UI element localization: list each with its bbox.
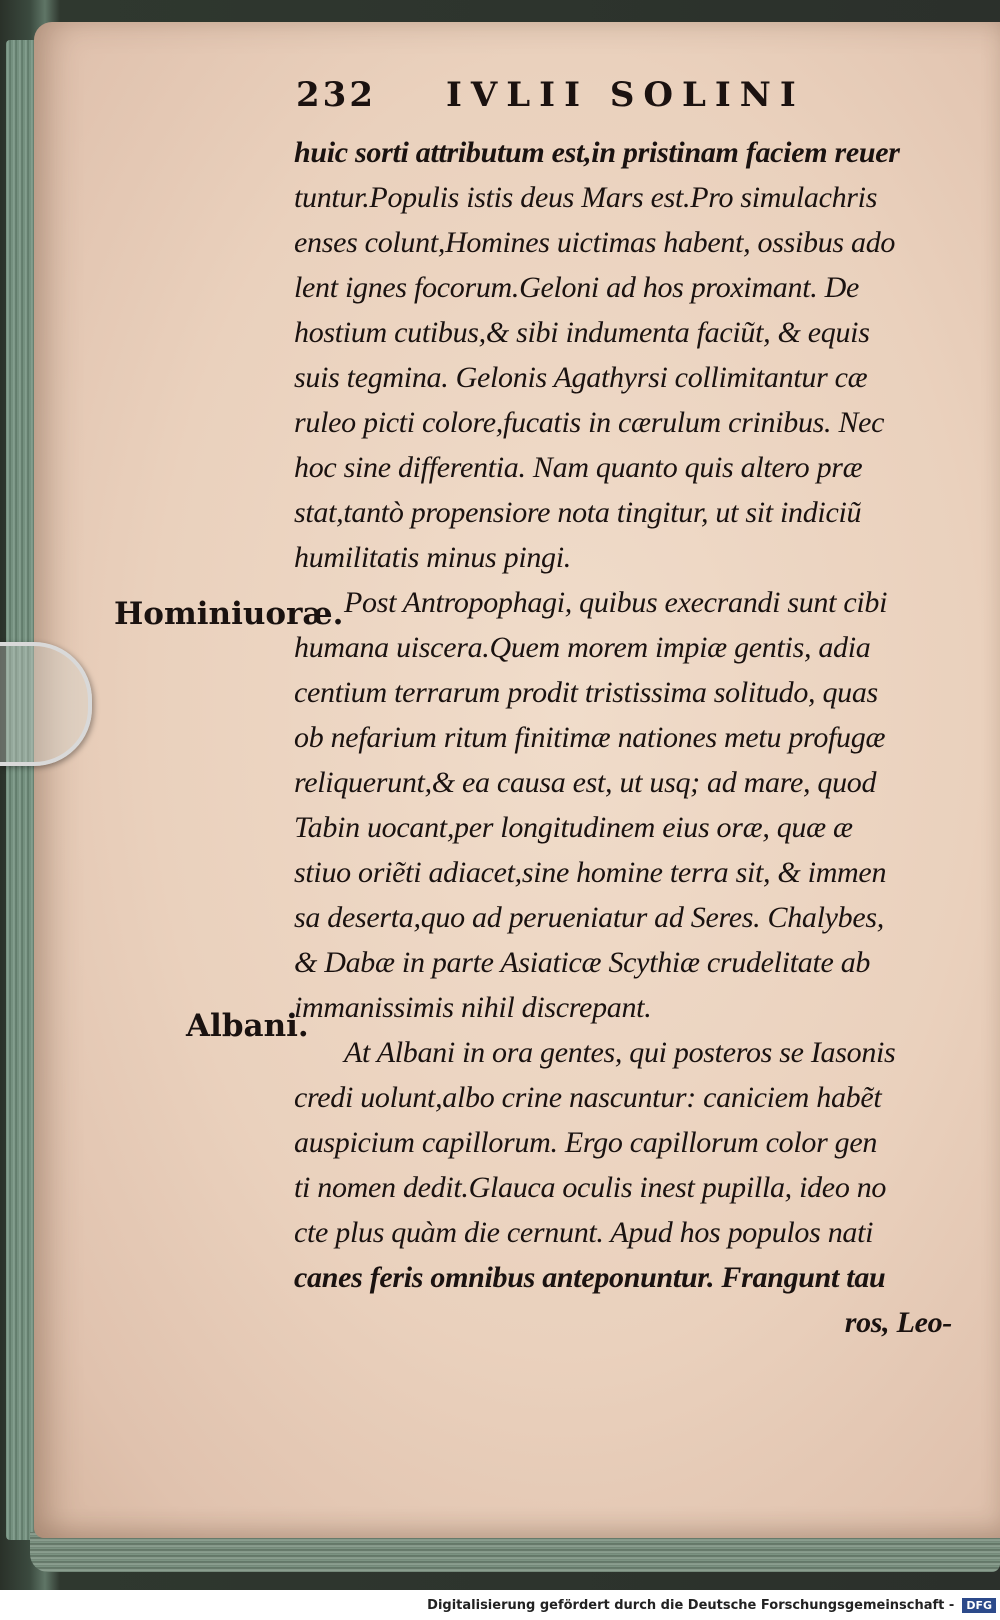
text-line: credi uolunt,albo crine nascuntur: caniciem habẽt [294,1081,882,1114]
text-line: cte plus quàm die cernunt. Apud hos populos nati [294,1216,874,1249]
text-line: suis tegmina. Gelonis Agathyrsi collimitantur cæ [294,361,868,394]
text-line: At Albani in ora gentes, qui posteros se Iasonis [344,1036,896,1069]
text-line: Post Antropophagi, quibus execrandi sunt cibi [344,586,888,619]
text-line: & Dabæ in parte Asiaticæ Scythiæ crudelitate ab [294,946,871,979]
text-line: stat,tantò propensiore nota tingitur, ut sit indiciũ [294,496,862,529]
text-line: centium terrarum prodit tristissima solitudo, quas [294,676,878,709]
margin-note-albani: Albani. [186,1008,309,1044]
text-line: lent ignes focorum.Geloni ad hos proximant. De [294,271,860,304]
running-head: IVLII SOLINI [445,75,805,115]
text-line: ti nomen dedit.Glauca oculis inest pupilla, ideo no [294,1171,887,1204]
text-line: ruleo picti colore,fucatis in cærulum crinibus. Nec [294,406,885,439]
text-line: enses colunt,Homines uictimas habent, ossibus ado [294,226,896,259]
text-line: immanissimis nihil discrepant. [294,991,652,1024]
text-line: humilitatis minus pingi. [294,541,571,574]
page-edges-bottom [30,1532,1000,1572]
text-line: huic sorti attributum est,in pristinam faciem reuer [294,136,900,169]
text-line: humana uiscera.Quem morem impiæ gentis, adia [294,631,871,664]
text-line: tuntur.Populis istis deus Mars est.Pro simulachris [294,181,878,214]
text-line: stiuo oriẽti adiacet,sine homine terra sit, & immen [294,856,887,889]
page-number: 232 [296,75,376,115]
footer-bar [0,1590,1000,1620]
text-line: ob nefarium ritum finitimæ nationes metu profugæ [294,721,886,754]
catchword: ros, Leo- [844,1306,952,1339]
text-line: sa deserta,quo ad perueniatur ad Seres. Chalybes, [294,901,884,934]
page-header [296,70,856,120]
body-text [294,130,962,1345]
text-line: Tabin uocant,per longitudinem eius oræ, quæ æ [294,811,853,844]
dfg-logo: DFG [962,1598,996,1613]
text-line: hostium cutibus,& sibi indumenta faciũt, & equis [294,316,870,349]
text-line: canes feris omnibus anteponuntur. Frangunt tau [294,1261,886,1294]
text-line: reliquerunt,& ea causa est, ut usq; ad mare, quod [294,766,877,799]
text-line: hoc sine differentia. Nam quanto quis altero præ [294,451,863,484]
footer-credit: Digitalisierung gefördert durch die Deutsche Forschungsgemeinschaft - [427,1597,955,1613]
text-line: auspicium capillorum. Ergo capillorum color gen [294,1126,878,1159]
margin-note-hominiuorae: Hominiuoræ. [114,596,344,632]
